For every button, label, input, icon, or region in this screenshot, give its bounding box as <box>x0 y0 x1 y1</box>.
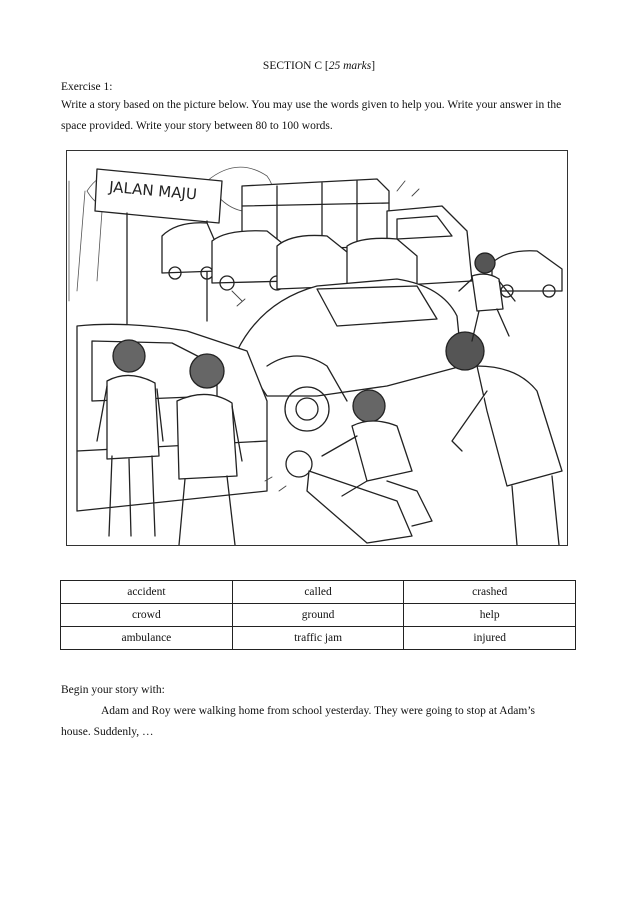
section-heading <box>0 60 638 72</box>
word-cell: injured <box>404 627 576 650</box>
table-row <box>61 581 576 604</box>
word-cell: ground <box>232 604 404 627</box>
word-cell: accident <box>61 581 233 604</box>
table-row <box>61 627 576 650</box>
begin-story-label: Begin your story with: <box>61 684 165 696</box>
word-cell: traffic jam <box>232 627 404 650</box>
word-cell: crashed <box>404 581 576 604</box>
word-cell: called <box>232 581 404 604</box>
instruction-line-2: space provided. Write your story between 80 to 100 words. <box>61 120 333 132</box>
word-cell: crowd <box>61 604 233 627</box>
street-sign-text: JALAN MAJU <box>108 177 198 204</box>
section-marks: 25 marks <box>328 60 372 72</box>
word-bank-table <box>60 580 576 650</box>
instruction-line-1: Write a story based on the picture below. You may use the words given to help you. Write your answer in the <box>61 99 562 111</box>
section-title-prefix: SECTION C [ <box>262 60 329 72</box>
left-car <box>77 324 267 511</box>
table-row <box>61 604 576 627</box>
exercise-label: Exercise 1: <box>61 81 113 93</box>
story-starter-line-2: house. Suddenly, … <box>61 726 154 738</box>
word-cell: ambulance <box>61 627 233 650</box>
section-title-suffix: ] <box>371 60 376 72</box>
man-bending <box>446 332 562 545</box>
word-cell: help <box>404 604 576 627</box>
story-starter-line-1: Adam and Roy were walking home from school yesterday. They were going to stop at Adam’s <box>101 705 536 717</box>
accident-illustration <box>66 150 568 546</box>
